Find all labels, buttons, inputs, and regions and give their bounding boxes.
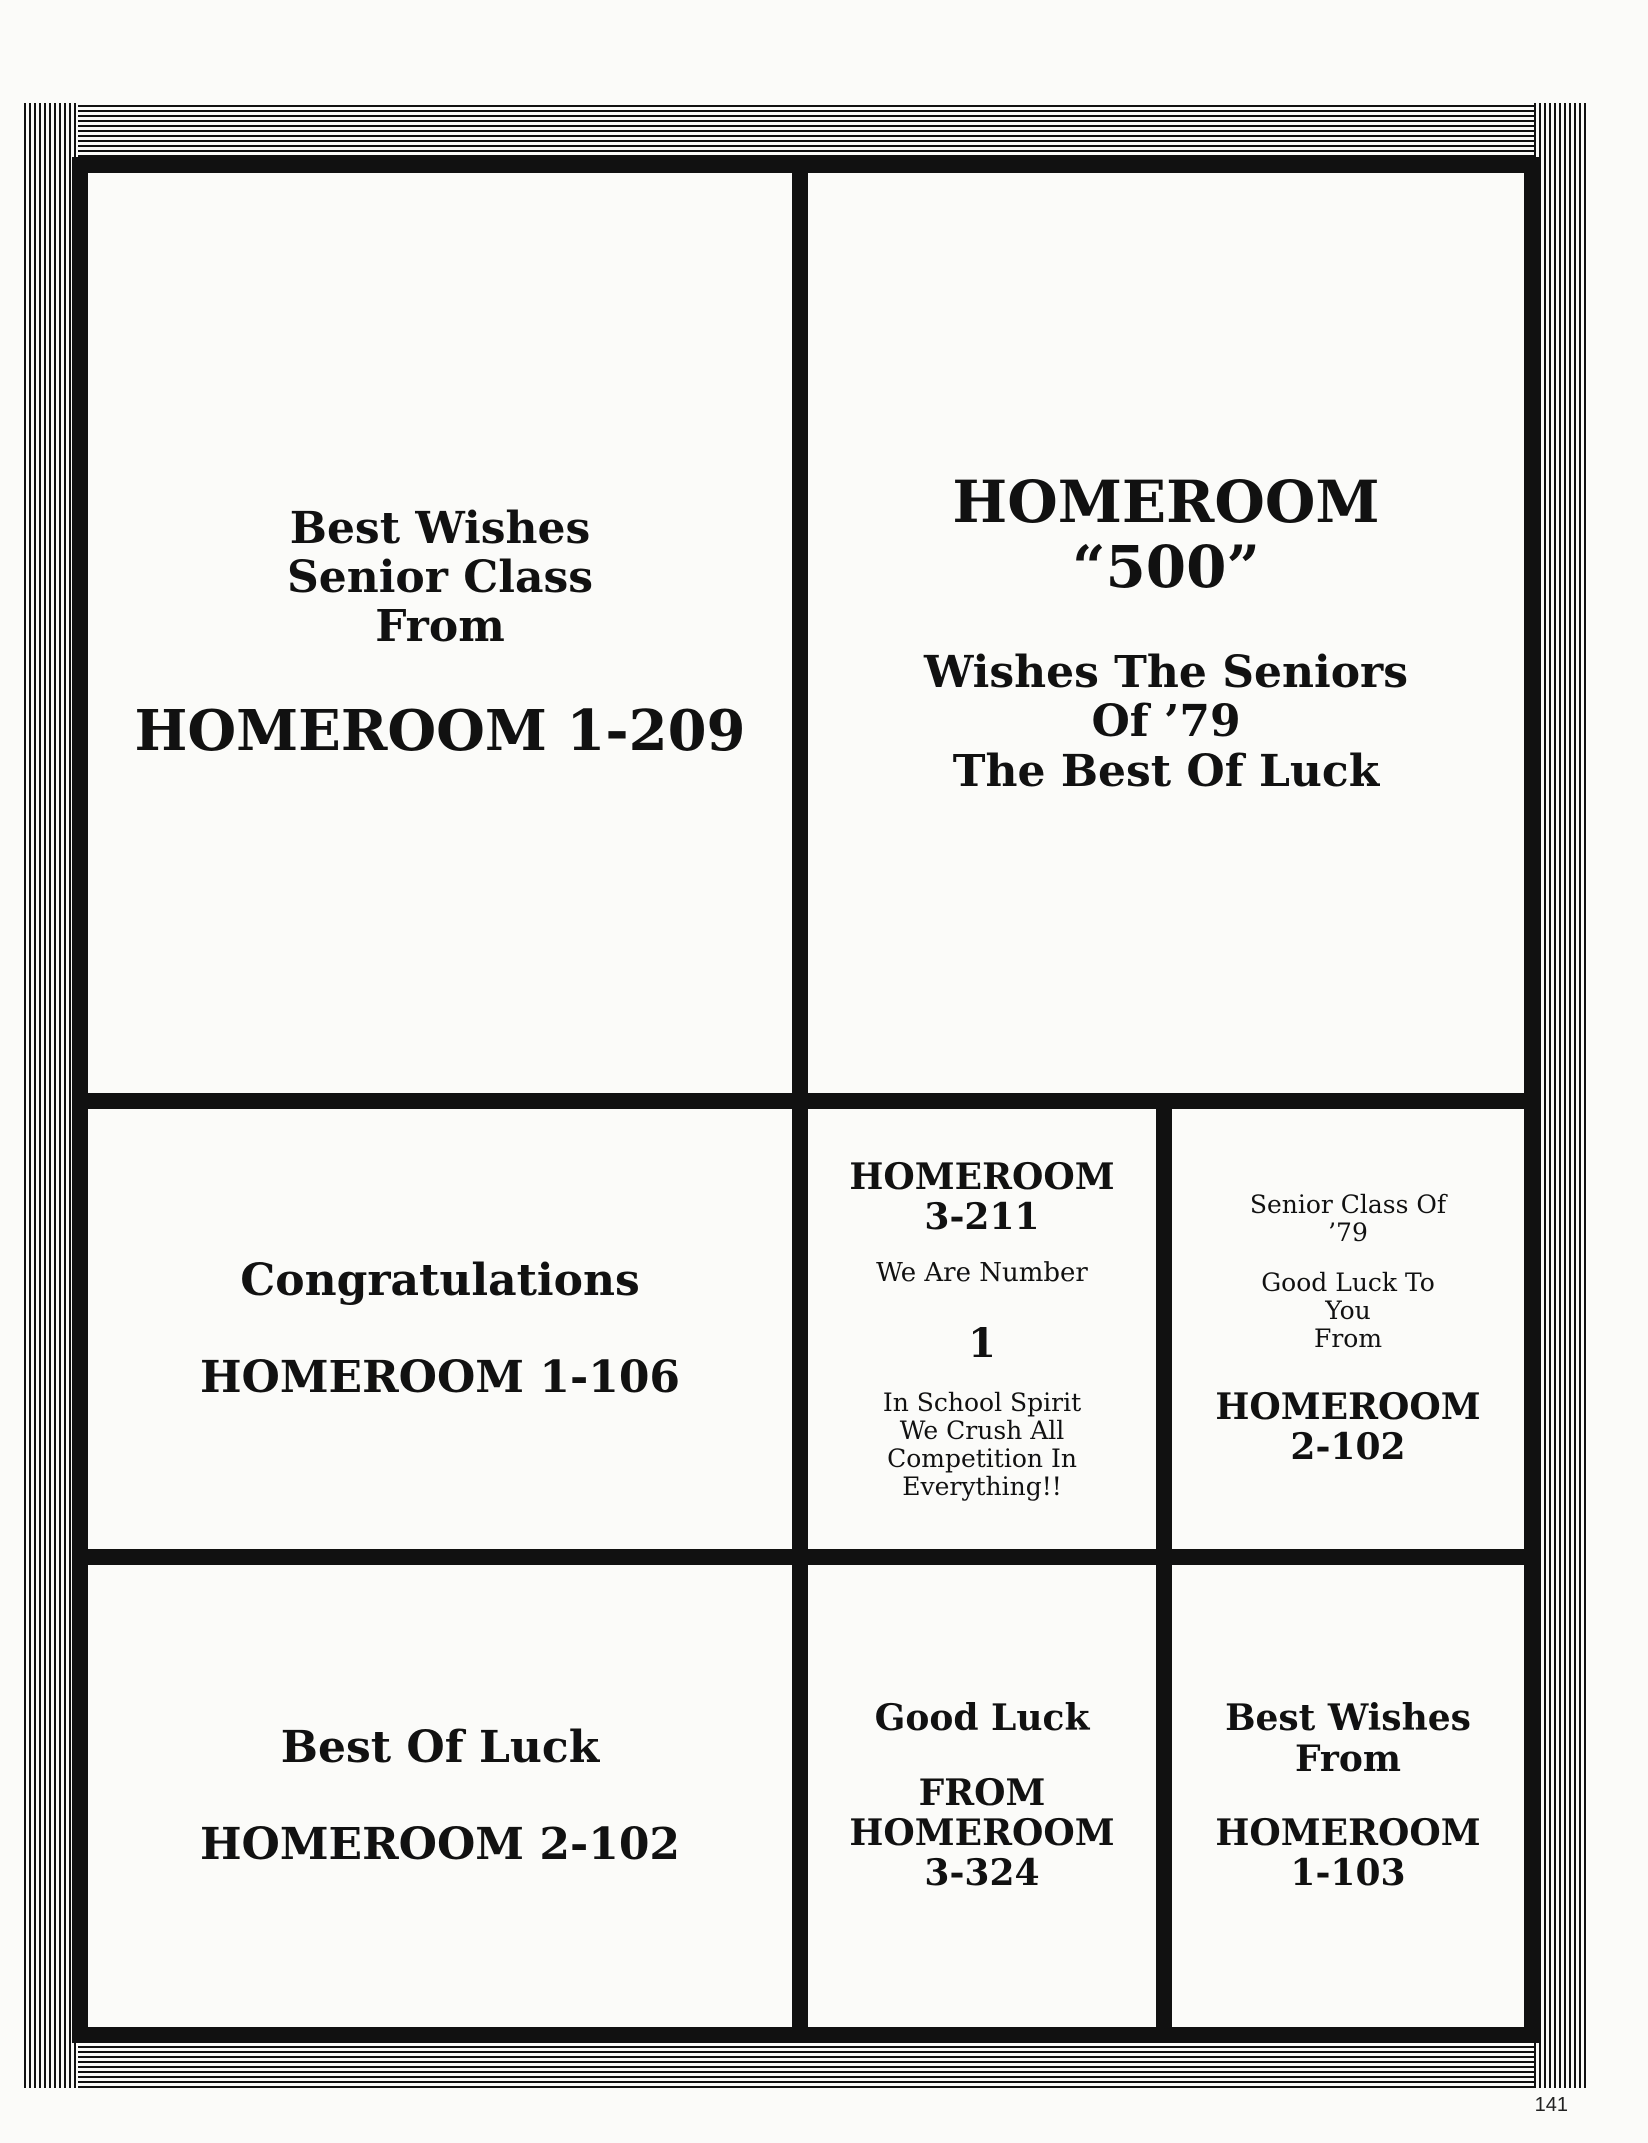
ad-line: You [1325,1295,1371,1325]
ad-line: The Best Of Luck [952,745,1380,797]
ad-line: Of ’79 [1091,696,1241,748]
ad-homeroom-room: 2-102 [1290,1426,1406,1468]
ad-line: Everything!! [902,1472,1062,1502]
ad-homeroom-title: HOMEROOM [849,1155,1115,1198]
ad-tagline: We Are Number [876,1258,1088,1289]
ad-homeroom-2-102-small [1172,1109,1524,1549]
ad-line: We Crush All [899,1416,1065,1446]
ad-homeroom-1-209 [88,173,792,1093]
ad-big-number: 1 [968,1320,996,1368]
ad-homeroom-1-106 [88,1109,792,1549]
ad-homeroom-name: HOMEROOM 2-102 [199,1819,681,1870]
ad-heading: Good Luck [874,1697,1090,1740]
ad-homeroom-title: HOMEROOM [1215,1812,1481,1854]
ad-line: ’79 [1328,1217,1368,1247]
ad-heading: Congratulations [240,1254,640,1306]
ad-line: In School Spirit [882,1388,1082,1418]
ad-homeroom-name: HOMEROOM 1-106 [199,1352,681,1403]
ad-homeroom-room: 3-324 [924,1852,1040,1895]
ad-homeroom-2-102 [88,1565,792,2027]
ad-homeroom-3-324 [808,1565,1156,2027]
page-number: 141 [1534,2094,1568,2116]
ad-homeroom-number: “500” [1072,533,1260,602]
ad-line: From [1313,1323,1383,1353]
ad-homeroom-1-103 [1172,1565,1524,2027]
ad-line: FROM [918,1771,1046,1814]
ad-line: Wishes The Seniors [923,647,1409,699]
ad-homeroom-3-211 [808,1109,1156,1549]
ad-line: From [1295,1737,1401,1780]
ad-homeroom-title: HOMEROOM [849,1812,1115,1854]
ad-panel [72,157,1540,2043]
ad-homeroom-name: HOMEROOM 1-209 [134,697,746,764]
ad-line: Good Luck To [1261,1267,1435,1297]
ad-heading: Best Of Luck [280,1721,600,1773]
ad-homeroom-room: 3-211 [924,1196,1040,1239]
ad-line: Best Wishes [1225,1697,1471,1740]
ad-line: Senior Class [286,552,594,603]
frame-stripe-left [24,103,78,2088]
frame-stripe-right [1534,103,1588,2088]
ad-line: Best Wishes [289,502,591,554]
ad-line: Competition In [887,1444,1077,1474]
ad-homeroom-title: HOMEROOM [1215,1385,1481,1428]
ad-homeroom-500 [808,173,1524,1093]
ad-line: Senior Class Of [1249,1189,1447,1219]
frame-stripe-top [24,103,1588,157]
ad-homeroom-title: HOMEROOM [952,468,1380,537]
ad-homeroom-room: 1-103 [1290,1852,1406,1895]
ad-line: From [375,601,505,653]
